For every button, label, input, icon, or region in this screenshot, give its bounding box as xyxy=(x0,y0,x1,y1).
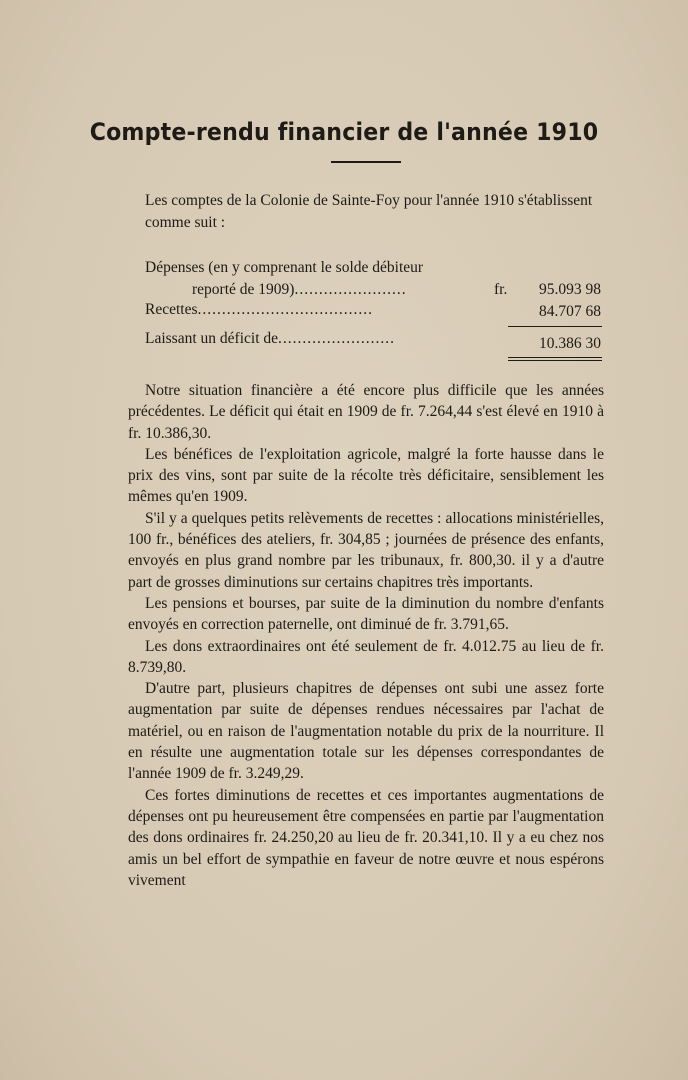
currency-label: fr. xyxy=(494,281,508,298)
paragraph: Les pensions et bourses, par suite de la diminution du nombre d'enfants envoyés en correction paternelle, ont diminué de fr. 3.791,65. xyxy=(128,594,604,634)
depenses-leader: ....................... xyxy=(294,281,407,298)
paragraph: Ces fortes diminutions de recettes et ces importantes augmentations de dépenses ont pu heureusement être compensées en partie par l'augmentation des dons ordinaires fr. 24.250,20 au lieu de fr. 20.341,10. Il y a eu chez nos amis un bel effort de sympathie en faveur de notre œuvre et nous espérons vivement xyxy=(128,786,604,889)
paragraph: Les bénéfices de l'exploitation agricole, malgré la forte hausse dans le prix des vins, sont par suite de la récolte très déficitaire, sensiblement les mêmes qu'en 1909. xyxy=(128,445,604,506)
sum-rule xyxy=(508,326,602,327)
depenses-amount: 95.093 98 xyxy=(539,281,601,298)
title-underline xyxy=(331,161,401,163)
depenses-label-line2 xyxy=(192,281,407,299)
paragraph: D'autre part, plusieurs chapitres de dépenses ont subi une assez forte augmentation par suite de dépenses rendues nécessaires par l'achat de matériel, ou en raison de l'augmentation notable du prix de la nourriture. Il en résulte une augmentation totale sur les dépenses correspondantes de l'année 1909 de fr. 3.249,29. xyxy=(128,680,604,783)
recettes-line xyxy=(145,301,373,319)
recettes-amount: 84.707 68 xyxy=(539,303,601,320)
depenses-label-line1: Dépenses (en y comprenant le solde débiteur xyxy=(145,259,424,276)
deficit-leader: ........................ xyxy=(278,330,395,347)
paragraph: Notre situation financière a été encore plus difficile que les années précédentes. Le déficit qui était en 1909 de fr. 7.264,44 s'est élevé en 1910 à fr. 10.386,30. xyxy=(128,382,604,442)
paragraph: Les dons extraordinaires ont été seulement de fr. 4.012.75 au lieu de fr. 8.739,80. xyxy=(128,637,604,676)
deficit-line xyxy=(145,330,395,348)
depenses-label-cont: reporté de 1909) xyxy=(192,281,295,298)
intro-text: Les comptes de la Colonie de Sainte-Foy pour l'année 1910 s'établissent comme suit : xyxy=(145,192,593,231)
total-double-rule-bottom xyxy=(508,360,602,361)
recettes-leader: .................................... xyxy=(197,301,374,318)
page-title: Compte-rendu financier de l'année 1910 xyxy=(89,118,599,146)
total-double-rule-top xyxy=(508,357,602,358)
paragraph: S'il y a quelques petits relèvements de recettes : allocations ministérielles, 100 fr., bénéfices des ateliers, fr. 304,85 ; journées de présence des enfants, envoyés en plus grand nombre par les tribunaux, fr. 800,30. il y a d'autre part de grosses diminutions sur certains chapitres très importants. xyxy=(128,509,604,591)
deficit-amount: 10.386 30 xyxy=(539,335,601,352)
body-text xyxy=(128,380,604,891)
recettes-label: Recettes xyxy=(145,301,198,318)
deficit-label: Laissant un déficit de xyxy=(145,330,278,347)
